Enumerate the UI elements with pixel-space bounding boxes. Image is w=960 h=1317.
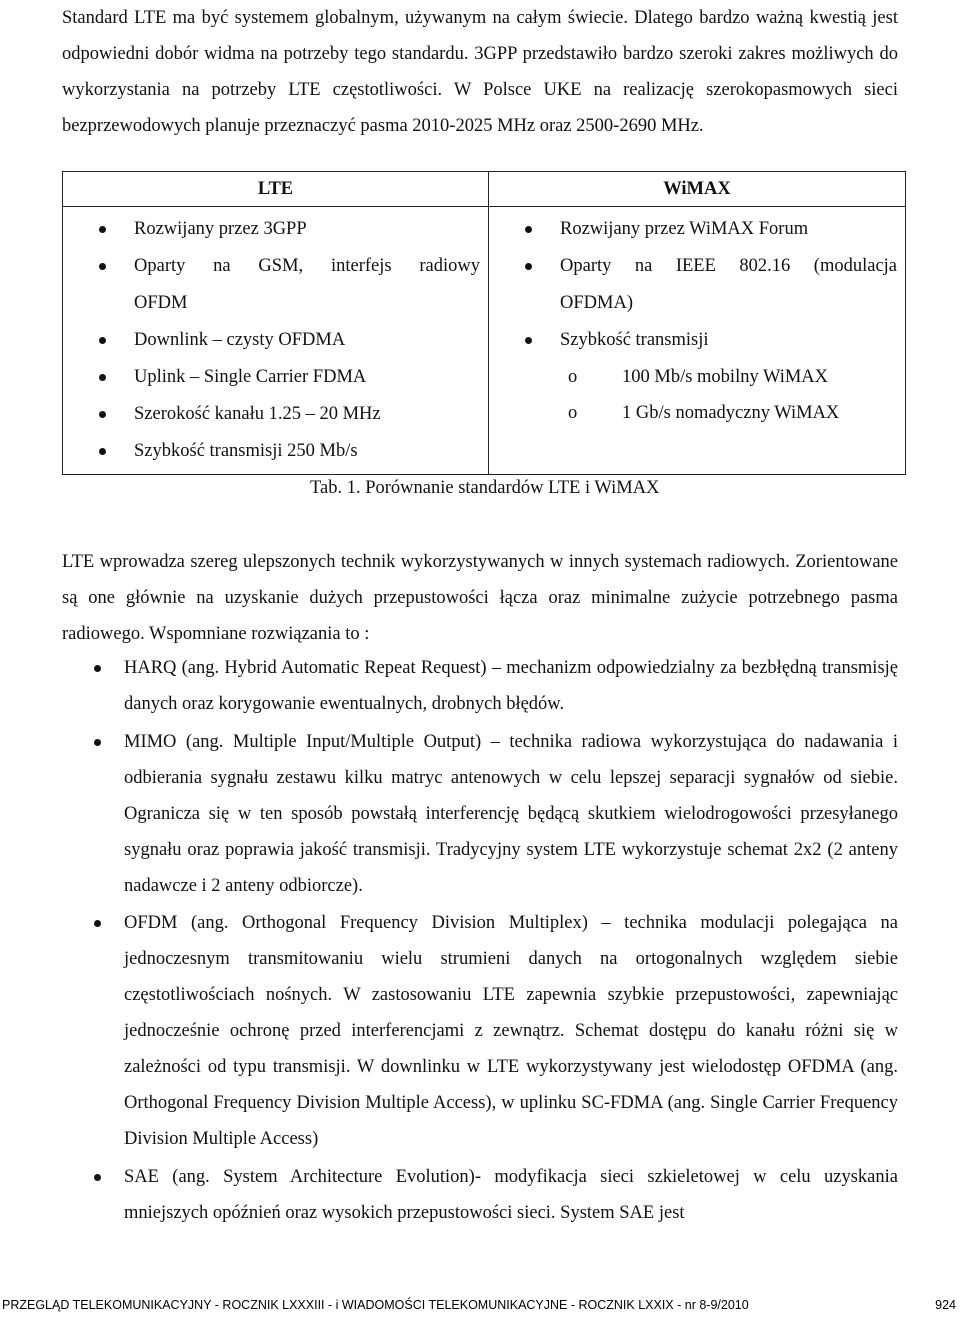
sub-list-item: o 1 Gb/s nomadyczny WiMAX bbox=[560, 395, 897, 431]
circle-bullet-icon: o bbox=[568, 367, 578, 387]
list-item: Szybkość transmisji 250 Mb/s bbox=[63, 433, 480, 470]
lte-column-header: LTE bbox=[63, 172, 489, 207]
wimax-column-header: WiMAX bbox=[489, 172, 906, 207]
sub-list-item: o 100 Mb/s mobilny WiMAX bbox=[560, 359, 897, 395]
list-item: Szybkość transmisji o 100 Mb/s mobilny WiMAX o 1 Gb/s nomadyczny WiMAX bbox=[489, 322, 897, 431]
list-item: MIMO (ang. Multiple Input/Multiple Output) – technika radiowa wykorzystująca do nadawania i odbierania sygnału zestawu kilku matryc antenowych w celu lepszej separacji sygnałów od siebie. Ogranicza się w ten sposób powstałą interferencję będącą skutkiem wielodrogowości przesyłanego sygnału oraz poprawia jakość transmisji. Tradycyjny system LTE wykorzystuje schemat 2x2 (2 anteny nadawcze i 2 anteny odbiorcze). bbox=[62, 724, 898, 904]
lte-features-cell bbox=[63, 207, 489, 475]
list-item: Oparty na IEEE 802.16 (modulacja OFDMA) bbox=[489, 248, 897, 322]
bullet-icon bbox=[94, 739, 101, 746]
list-item: Rozwijany przez WiMAX Forum bbox=[489, 211, 897, 248]
list-item: SAE (ang. System Architecture Evolution)- modyfikacja sieci szkieletowej w celu uzyskania mniejszych opóźnień oraz wysokich przepustowości sieci. System SAE jest bbox=[62, 1159, 898, 1231]
bullet-icon bbox=[525, 263, 532, 270]
bullet-icon bbox=[94, 1174, 101, 1181]
bullet-icon bbox=[99, 411, 106, 418]
bullet-icon bbox=[99, 263, 106, 270]
bullet-icon bbox=[99, 337, 106, 344]
list-item: Downlink – czysty OFDMA bbox=[63, 322, 480, 359]
wimax-features-cell bbox=[489, 207, 906, 475]
lte-feature-list bbox=[63, 207, 488, 470]
bullet-icon bbox=[94, 920, 101, 927]
list-item: OFDM (ang. Orthogonal Frequency Division Multiplex) – technika modulacji polegająca na jednoczesnym transmitowaniu wielu strumieni danych na ortogonalnych względem siebie częstotliwościach nośnych. W zastosowaniu LTE zapewnia szybkie przepustowości, zapewniając jednocześnie ochronę przed interferencjami z zewnątrz. Schemat dostępu do kanału różni się w zależności od typu transmisji. W downlinku w LTE wykorzystywany jest wielodostęp OFDMA (ang. Orthogonal Frequency Division Multiple Access), w uplinku SC-FDMA (ang. Single Carrier Frequency Division Multiple Access) bbox=[62, 905, 898, 1157]
list-item: Rozwijany przez 3GPP bbox=[63, 211, 480, 248]
list-item: Oparty na GSM, interfejs radiowy OFDM bbox=[63, 248, 480, 322]
bullet-icon bbox=[525, 226, 532, 233]
intro-paragraph: Standard LTE ma być systemem globalnym, używanym na całym świecie. Dlatego bardzo ważną kwestią jest odpowiedni dobór widma na potrzeby tego standardu. 3GPP przedstawiło bardzo szeroki zakres możliwych do wykorzystania na potrzeby LTE częstotliwości. W Polsce UKE na realizację szerokopasmowych sieci bezprzewodowych planuje przeznaczyć pasma 2010-2025 MHz oraz 2500-2690 MHz. bbox=[62, 8, 898, 136]
bullet-icon bbox=[525, 337, 532, 344]
circle-bullet-icon: o bbox=[568, 403, 578, 423]
list-item: Uplink – Single Carrier FDMA bbox=[63, 359, 480, 396]
table-caption: Tab. 1. Porównanie standardów LTE i WiMAX bbox=[310, 478, 660, 498]
bullet-icon bbox=[99, 374, 106, 381]
wimax-feature-list bbox=[489, 207, 905, 431]
list-item: HARQ (ang. Hybrid Automatic Repeat Request) – mechanizm odpowiedzialny za bezbłędną transmisję danych oraz korygowanie ewentualnych, drobnych błędów. bbox=[62, 650, 898, 722]
bullet-icon bbox=[94, 665, 101, 672]
bullet-icon bbox=[99, 448, 106, 455]
techniques-list bbox=[62, 650, 898, 1232]
page-footer bbox=[0, 1295, 960, 1317]
techniques-intro-paragraph: LTE wprowadza szereg ulepszonych technik wykorzystywanych w innych systemach radiowych. Zorientowane są one głównie na uzyskanie dużych przepustowości łącza oraz minimalne zużycie potrzebnego pasma radiowego. Wspomniane rozwiązania to : bbox=[62, 552, 898, 644]
comparison-table bbox=[62, 171, 906, 475]
bullet-icon bbox=[99, 226, 106, 233]
throughput-sublist bbox=[560, 359, 897, 431]
page-number: 924 bbox=[935, 1298, 956, 1312]
list-item: Szerokość kanału 1.25 – 20 MHz bbox=[63, 396, 480, 433]
journal-footer-text: PRZEGLĄD TELEKOMUNIKACYJNY - ROCZNIK LXXXIII - i WIADOMOŚCI TELEKOMUNIKACYJNE - ROCZNIK LXXIX - nr 8-9/2010 bbox=[2, 1298, 749, 1312]
